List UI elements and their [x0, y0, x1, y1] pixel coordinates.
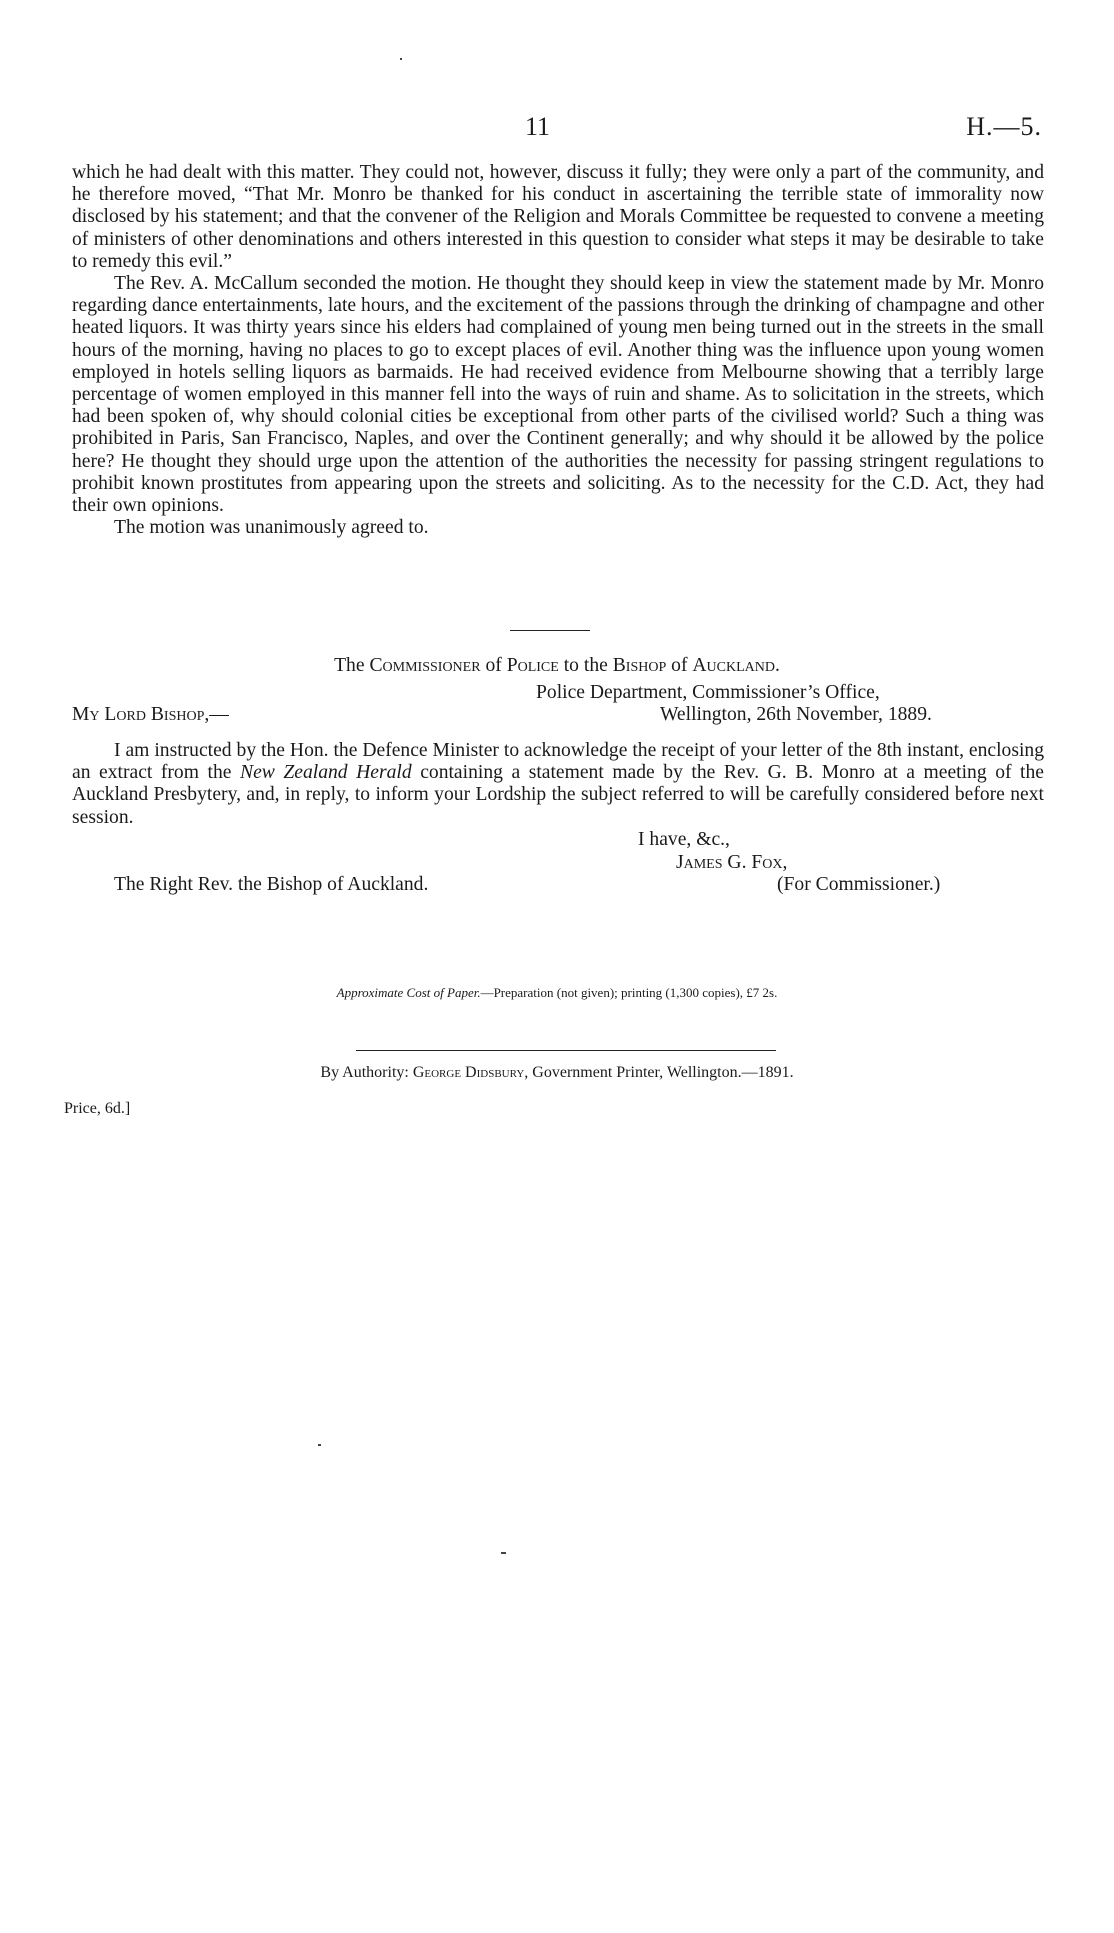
address-line-1: Police Department, Commissioner’s Office, [536, 682, 880, 703]
signature-role: (For Commissioner.) [777, 874, 941, 895]
address-line-2: Wellington, 26th November, 1889. [660, 704, 932, 725]
page-header [0, 112, 1114, 148]
cost-text: —Preparation (not given); printing (1,300 copies), £7 2s. [480, 985, 778, 1000]
paragraph-mccallum: The Rev. A. McCallum seconded the motion. He thought they should keep in view the statement made by Mr. Monro regarding dance entertainments, late hours, and the excitement of the passions through the drinking of champagne and other heated liquors. It was thirty years since his elders had complained of young men being turned out in the streets in the small hours of the morning, having no places to go to except places of evil. Another thing was the influence upon young women employed in hotels selling liquors as barmaids. He had received evidence from Melbourne showing that a terribly large percentage of women employed in this manner fell into the ways of ruin and shame. As to solicitation in the streets, which had been spoken of, why should colonial cities be exceptional from other parts of the civilised world? Such a thing was prohibited in Paris, San Francisco, Naples, and over the Continent generally; and why should it be allowed by the police here? He thought they should urge upon the attention of the authorities the necessity for passing stringent regulations to prohibit known prostitutes from appearing upon the streets and soliciting. As to the necessity for the C.D. Act, they had their own opinions. [72, 273, 1044, 517]
scan-speck [400, 58, 402, 60]
newspaper-title: New Zealand Herald [240, 762, 412, 784]
letter-body-part2: containing a statement made by the Rev. G. B. Monro at a meeting of the Auckland Presbytery, and, in reply, to inform your Lordship the subject referred to will be carefully considered before next session. [72, 762, 1044, 828]
closing: I have, &c., [638, 829, 730, 850]
scan-speck [318, 1444, 321, 1446]
salutation: My Lord Bishop,— [72, 704, 229, 725]
heading-sender: Commissioner [369, 655, 481, 676]
heading-recipient: Bishop [612, 655, 667, 676]
heading-department: Police [506, 655, 559, 676]
paragraph-motion: which he had dealt with this matter. They could not, however, discuss it fully; they were only a part of the community, and he therefore moved, “That Mr. Monro be thanked for his conduct in ascertaining the terrible state of immorality now disclosed by his statement; and that the convener of the Religion and Morals Committee be requested to convene a meeting of ministers of other denominations and others interested in this question to consider what steps it may be desirable to take to remedy this evil.” [72, 162, 1044, 272]
body-text [72, 162, 1044, 539]
recipient-line: The Right Rev. the Bishop of Auckland. [114, 874, 429, 895]
letter-heading: The Commissioner of Police to the Bishop of Auckland. [334, 655, 780, 676]
section-divider [510, 630, 590, 631]
cost-label: Approximate Cost of Paper. [336, 985, 481, 1000]
authority-line: By Authority: George Didsbury, Government Printer, Wellington.—1891. [320, 1064, 794, 1081]
cost-of-paper [0, 985, 1114, 1001]
footer-divider [356, 1050, 776, 1051]
printer-name: George Didsbury [412, 1064, 525, 1081]
scan-speck [501, 1552, 506, 1554]
paragraph-agreed: The motion was unanimously agreed to. [114, 517, 429, 539]
letter-body [72, 740, 1044, 829]
price: Price, 6d.] [64, 1100, 131, 1117]
document-reference: H.—5. [966, 112, 1042, 141]
letter-body-part1: I am instructed by the Hon. the Defence Minister to acknowledge the receipt of your letter of the 8th instant, enclosing an extract from the [72, 740, 1044, 784]
heading-place: Auckland. [692, 655, 780, 676]
page-number: 11 [525, 112, 551, 141]
signature: James G. Fox, [676, 852, 788, 873]
